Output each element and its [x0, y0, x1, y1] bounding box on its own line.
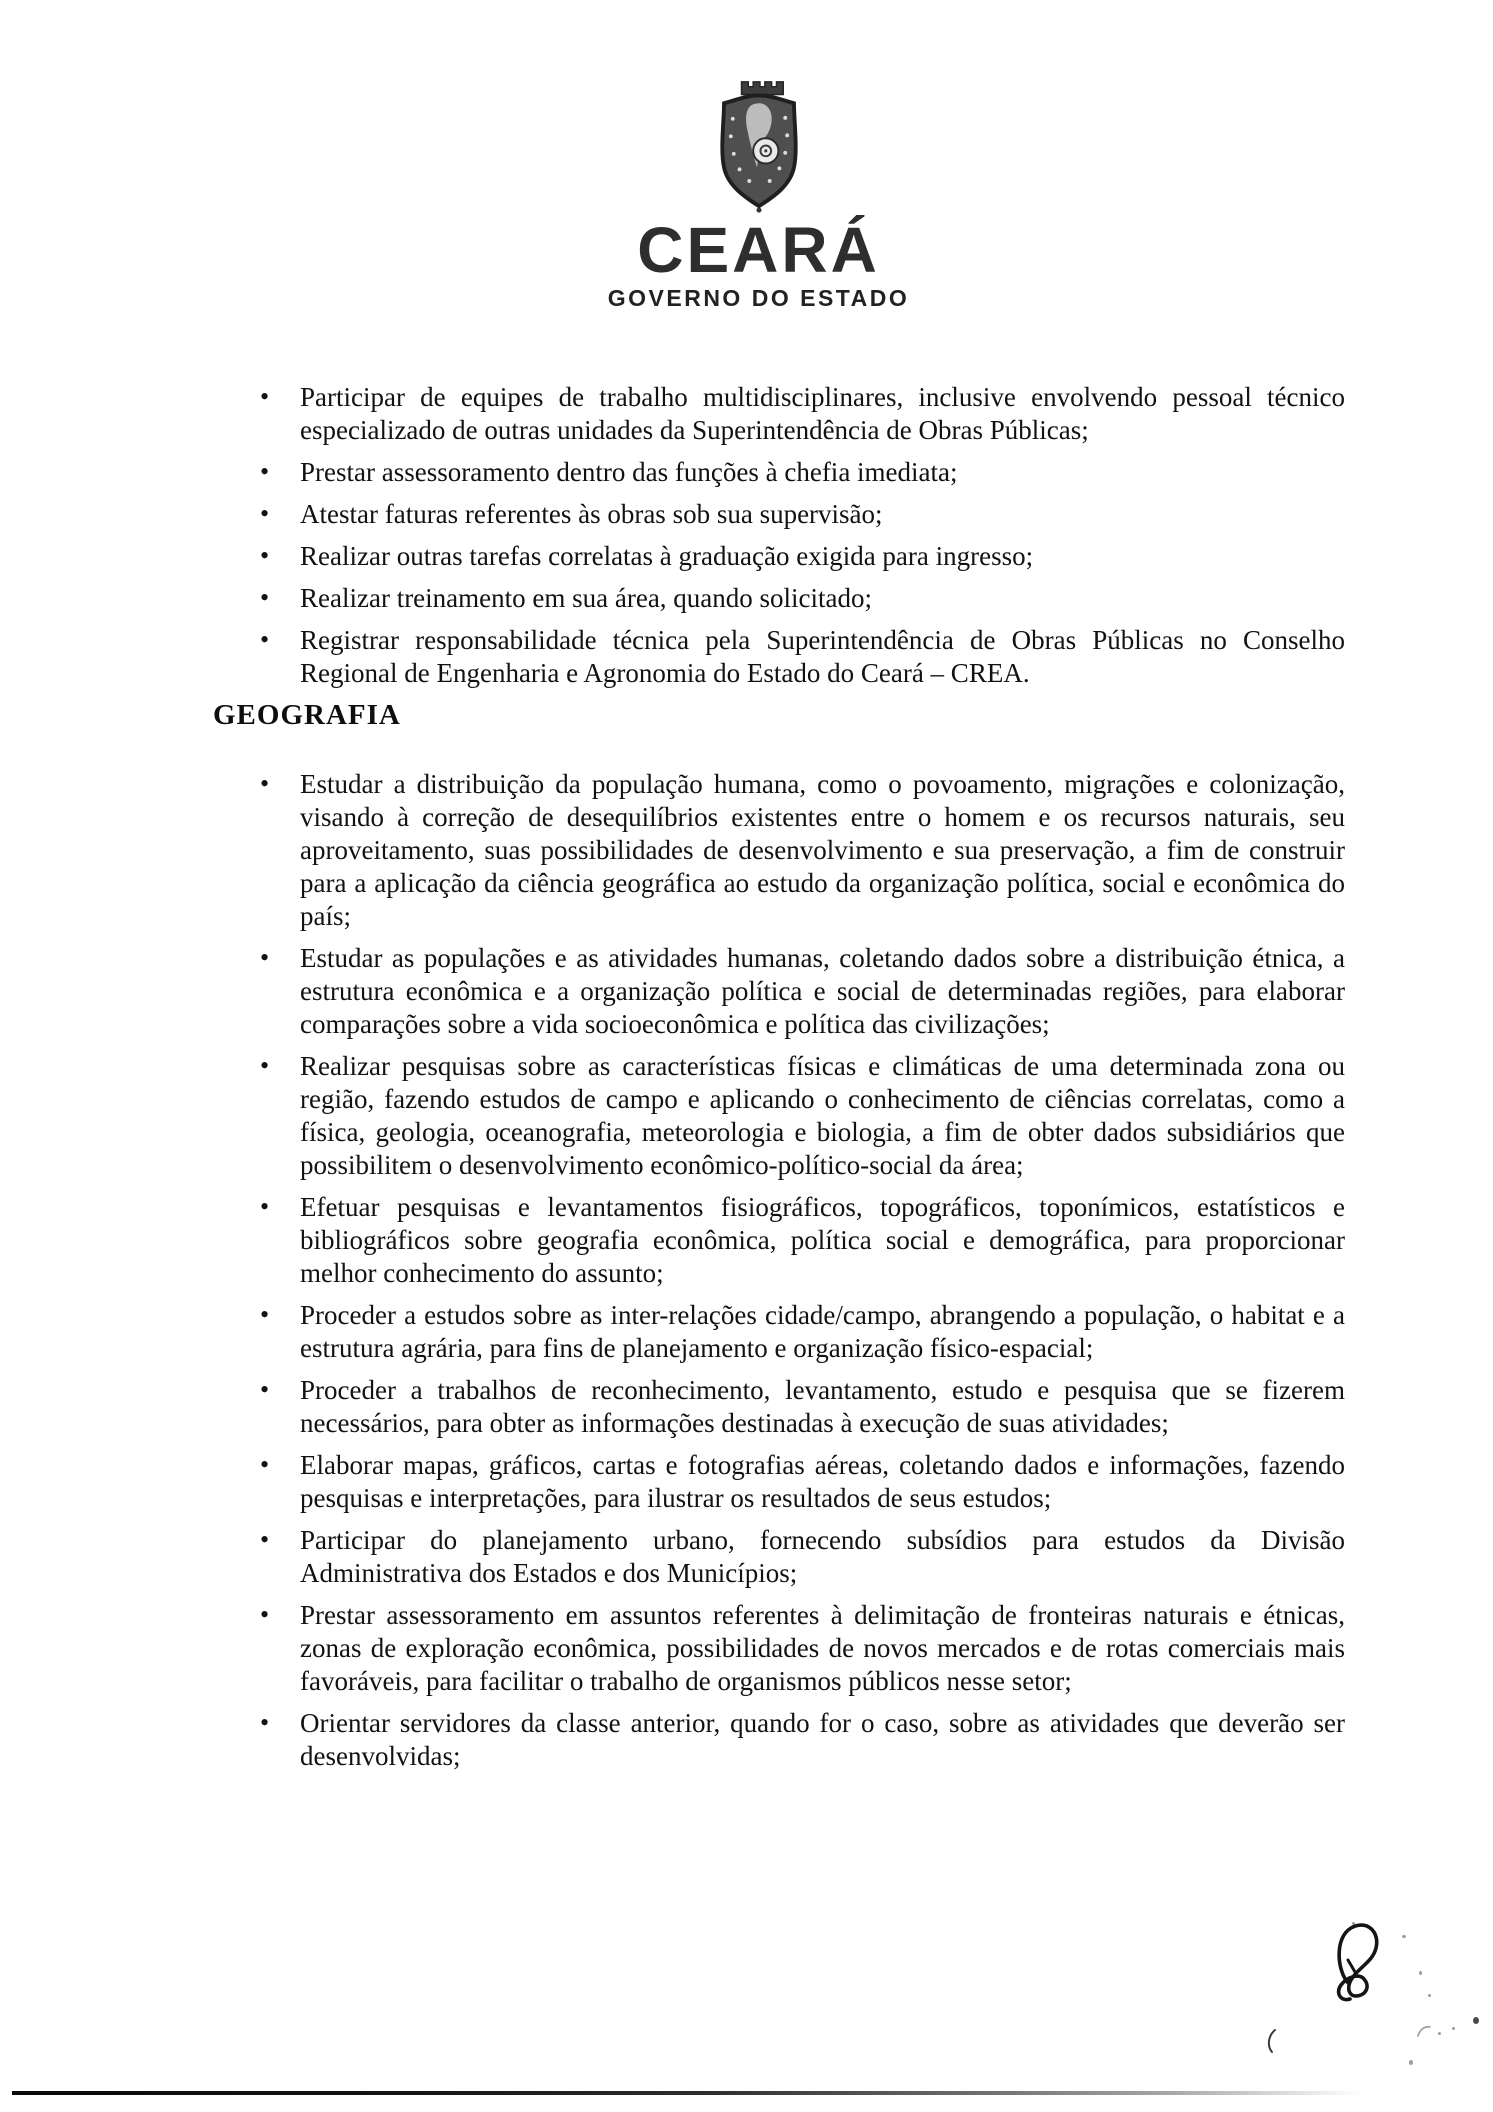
list-item [260, 768, 1345, 933]
scan-mark-arc [1264, 2028, 1278, 2054]
list-item-text: Estudar a distribuição da população humana, como o povoamento, migrações e colonização, visando à correção de desequilíbrios existentes entre o homem e os recursos naturais, seu aproveitamento, suas possibilidades de desenvolvimento e sua preservação, a fim de construir para a aplicação da ciência geográfica ao estudo da organização política, social e econômica do país; [300, 769, 1345, 931]
list-item [260, 1050, 1345, 1182]
bullet-icon: • [260, 1051, 270, 1080]
list-item-text: Realizar outras tarefas correlatas à graduação exigida para ingresso; [300, 541, 1034, 571]
bullet-icon: • [260, 499, 270, 528]
government-letterhead [12, 78, 1493, 312]
list-item-text: Efetuar pesquisas e levantamentos fisiográficos, topográficos, toponímicos, estatísticos e bibliográficos sobre geografia econômica, política social e demográfica, para proporcionar melhor conhecimento do assunto; [300, 1192, 1345, 1288]
list-item-text: Proceder a trabalhos de reconhecimento, levantamento, estudo e pesquisa que se fizerem necessários, para obter as informações destinadas à execução de suas atividades; [300, 1375, 1345, 1438]
list-item-text: Realizar treinamento em sua área, quando solicitado; [300, 583, 873, 613]
bullet-icon: • [260, 457, 270, 486]
bullet-icon: • [260, 541, 270, 570]
bullet-icon: • [260, 1525, 270, 1554]
list-item [260, 1599, 1345, 1698]
signature-mark [1318, 1920, 1404, 2008]
page-bottom-rule [12, 2091, 1362, 2095]
list-item [260, 1524, 1345, 1590]
scan-speckle [1473, 2017, 1479, 2024]
list-item-text: Orientar servidores da classe anterior, quando for o caso, sobre as atividades que deverão ser desenvolvidas; [300, 1708, 1345, 1771]
scan-speckle [1352, 1922, 1355, 1925]
ceara-coat-of-arms-icon [709, 78, 809, 214]
bullet-icon: • [260, 943, 270, 972]
scan-speckle [1402, 1935, 1406, 1938]
bullet-icon: • [260, 1192, 270, 1221]
list-item [260, 942, 1345, 1041]
list-item [260, 456, 1345, 489]
geografia-bullet-list [0, 768, 1493, 1782]
scan-speckle [1428, 1994, 1431, 1997]
list-item [260, 1191, 1345, 1290]
scan-speckle [1438, 2032, 1441, 2035]
bullet-icon: • [260, 1600, 270, 1629]
list-item-text: Estudar as populações e as atividades humanas, coletando dados sobre a distribuição étnica, a estrutura econômica e a organização política e social de determinadas regiões, para elaborar comparações sobre a vida socioeconômica e política das civilizações; [300, 943, 1345, 1039]
bullet-icon: • [260, 583, 270, 612]
bullet-icon: • [260, 1708, 270, 1737]
bullet-icon: • [260, 1375, 270, 1404]
list-item-text: Prestar assessoramento em assuntos referentes à delimitação de fronteiras naturais e étnicas, zonas de exploração econômica, possibilidades de novos mercados e de rotas comerciais mais favoráveis, para facilitar o trabalho de organismos públicos nesse setor; [300, 1600, 1345, 1696]
intro-bullet-list [0, 381, 1493, 699]
scan-mark-arc [1416, 2024, 1432, 2038]
list-item-text: Registrar responsabilidade técnica pela Superintendência de Obras Públicas no Conselho Regional de Engenharia e Agronomia do Estado do Ceará – CREA. [300, 625, 1345, 688]
scan-speckle [1452, 2027, 1455, 2030]
list-item-text: Participar do planejamento urbano, fornecendo subsídios para estudos da Divisão Administrativa dos Estados e dos Municípios; [300, 1525, 1345, 1588]
bullet-icon: • [260, 625, 270, 654]
list-item [260, 498, 1345, 531]
scan-speckle [1419, 1971, 1422, 1975]
list-item-text: Prestar assessoramento dentro das funções à chefia imediata; [300, 457, 958, 487]
section-heading-geografia: GEOGRAFIA [213, 699, 401, 731]
bullet-icon: • [260, 382, 270, 411]
list-item [260, 1449, 1345, 1515]
list-item [260, 1374, 1345, 1440]
list-item [260, 1707, 1345, 1773]
logo-subtitle: GOVERNO DO ESTADO [607, 285, 910, 311]
list-item-text: Participar de equipes de trabalho multidisciplinares, inclusive envolvendo pessoal técnico especializado de outras unidades da Superintendência de Obras Públicas; [300, 382, 1345, 445]
scan-speckle [1409, 2060, 1413, 2065]
bullet-icon: • [260, 769, 270, 798]
list-item [260, 582, 1345, 615]
list-item [260, 540, 1345, 573]
list-item-text: Atestar faturas referentes às obras sob sua supervisão; [300, 499, 883, 529]
bullet-icon: • [260, 1450, 270, 1479]
list-item-text: Realizar pesquisas sobre as características físicas e climáticas de uma determinada zona ou região, fazendo estudos de campo e aplicando o conhecimento de ciências correlatas, como a física, geologia, oceanografia, meteorologia e biologia, a fim de obter dados subsidiários que possibilitem o desenvolvimento econômico-político-social da área; [300, 1051, 1345, 1180]
bullet-icon: • [260, 1300, 270, 1329]
logo-state-name: CEARÁ [637, 214, 880, 286]
list-item-text: Elaborar mapas, gráficos, cartas e fotografias aéreas, coletando dados e informações, fazendo pesquisas e interpretações, para ilustrar os resultados de seus estudos; [300, 1450, 1345, 1513]
list-item [260, 1299, 1345, 1365]
list-item-text: Proceder a estudos sobre as inter-relações cidade/campo, abrangendo a população, o habitat e a estrutura agrária, para fins de planejamento e organização físico-espacial; [300, 1300, 1345, 1363]
list-item [260, 381, 1345, 447]
list-item [260, 624, 1345, 690]
